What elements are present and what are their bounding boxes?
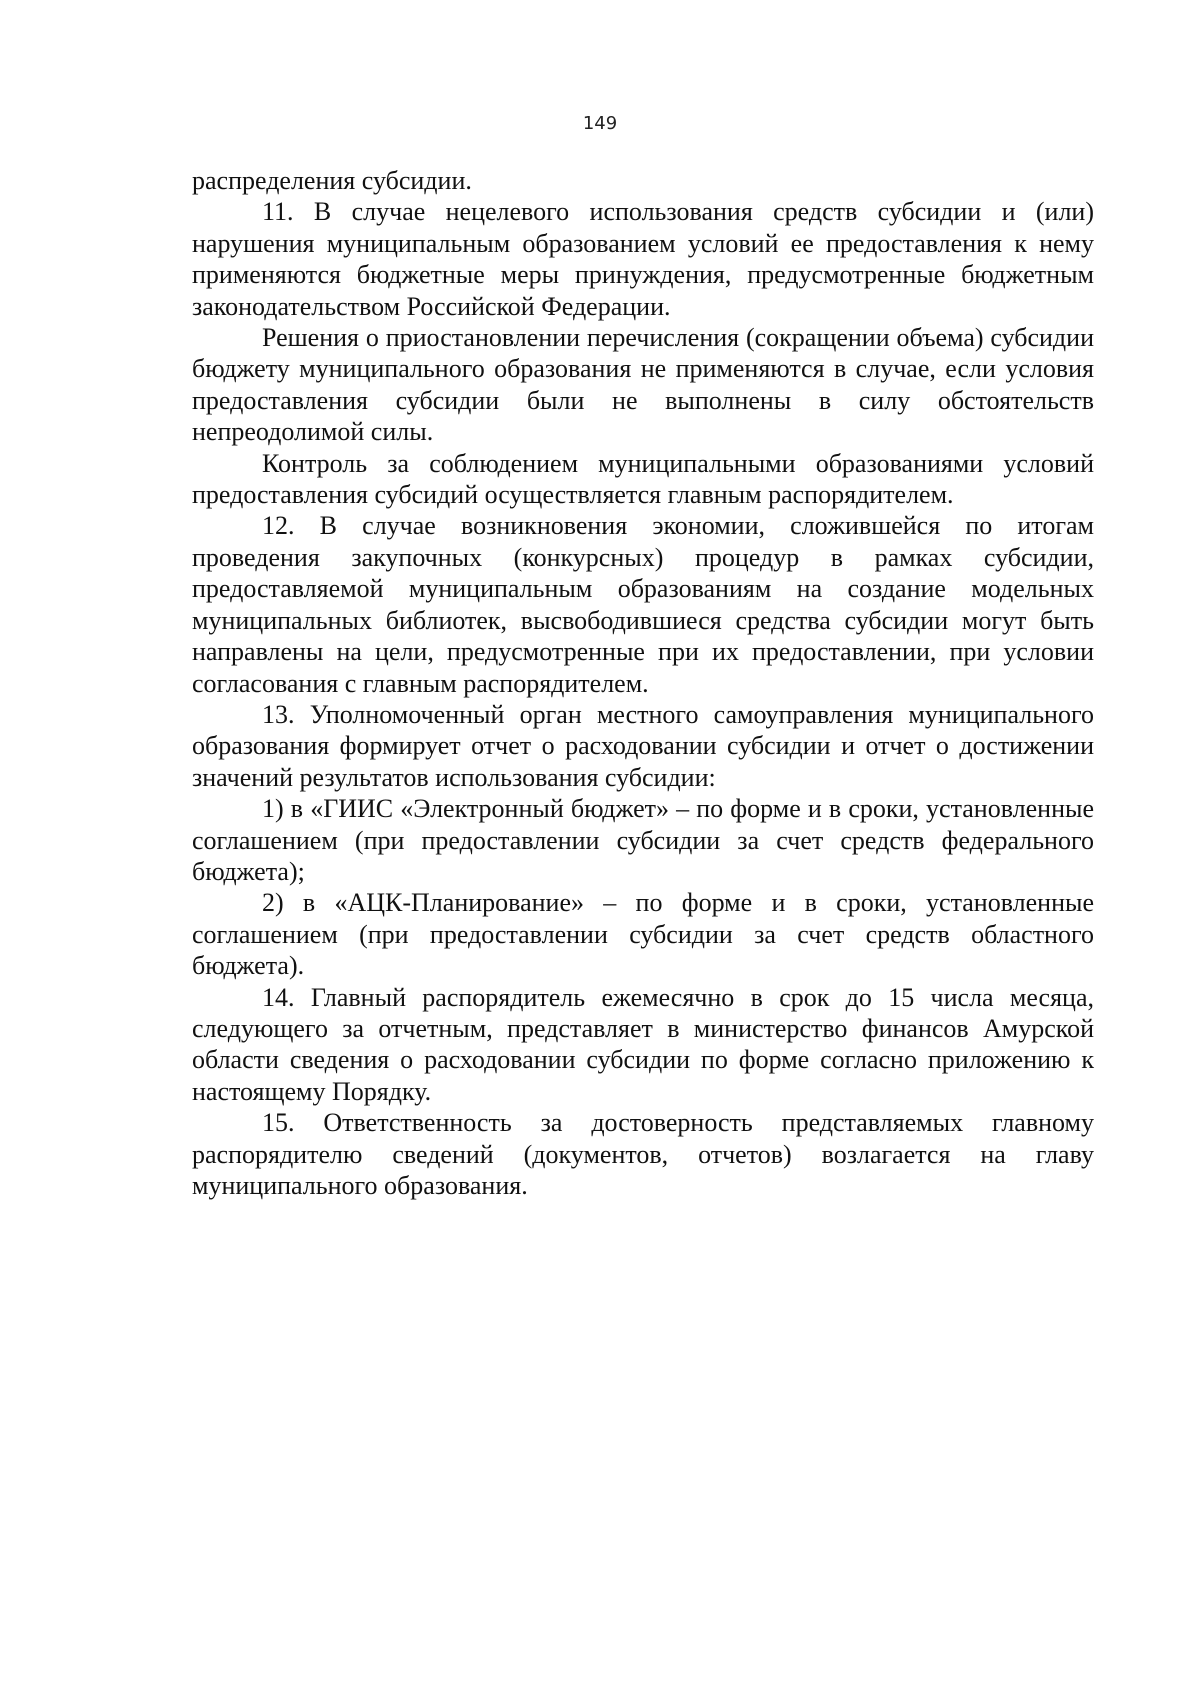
document-body — [192, 165, 1094, 1201]
paragraph-continuation: распределения субсидии. — [192, 166, 472, 195]
page-number: 149 — [582, 113, 618, 134]
paragraph-item-2: 2) в «АЦК-Планирование» – по форме и в сроки, установленные соглашением (при предоставлении субсидии за счет средств областного бюджета). — [192, 888, 1094, 981]
paragraph-clause-14: 14. Главный распорядитель ежемесячно в срок до 15 числа месяца, следующего за отчетным, представляет в министерство финансов Амурской области сведения о расходовании субсидии по форме согласно приложению к настоящему Порядку. — [192, 982, 1094, 1106]
paragraph-clause-13: 13. Уполномоченный орган местного самоуправления муниципального образования формирует отчет о расходовании субсидии и отчет о достижении значений результатов использования субсидии: — [192, 699, 1094, 792]
paragraph-clause-12: 12. В случае возникновения экономии, сложившейся по итогам проведения закупочных (конкурсных) процедур в рамках субсидии, предоставляемой муниципальным образованиям на создание модельных муниципальных библиотек, высвободившиеся средства субсидии могут быть направлены на цели, предусмотренные при их предоставлении, при условии согласования с главным распорядителем. — [192, 511, 1094, 698]
paragraph-clause-11: 11. В случае нецелевого использования средств субсидии и (или) нарушения муниципальным образованием условий ее предоставления к нему применяются бюджетные меры принуждения, предусмотренные бюджетным законодательством Российской Федерации. — [192, 197, 1094, 321]
paragraph-control: Контроль за соблюдением муниципальными образованиями условий предоставления субсидий осуществляется главным распорядителем. — [192, 448, 1094, 510]
paragraph-clause-15: 15. Ответственность за достоверность представляемых главному распорядителю сведений (документов, отчетов) возлагается на главу муниципального образования. — [192, 1108, 1094, 1200]
paragraph-item-1: 1) в «ГИИС «Электронный бюджет» – по форме и в сроки, установленные соглашением (при предоставлении субсидии за счет средств федерального бюджета); — [192, 794, 1094, 886]
paragraph-suspension-decisions: Решения о приостановлении перечисления (сокращении объема) субсидии бюджету муниципального образования не применяются в случае, если условия предоставления субсидии были не выполнены в силу обстоятельств непреодолимой силы. — [192, 323, 1094, 447]
